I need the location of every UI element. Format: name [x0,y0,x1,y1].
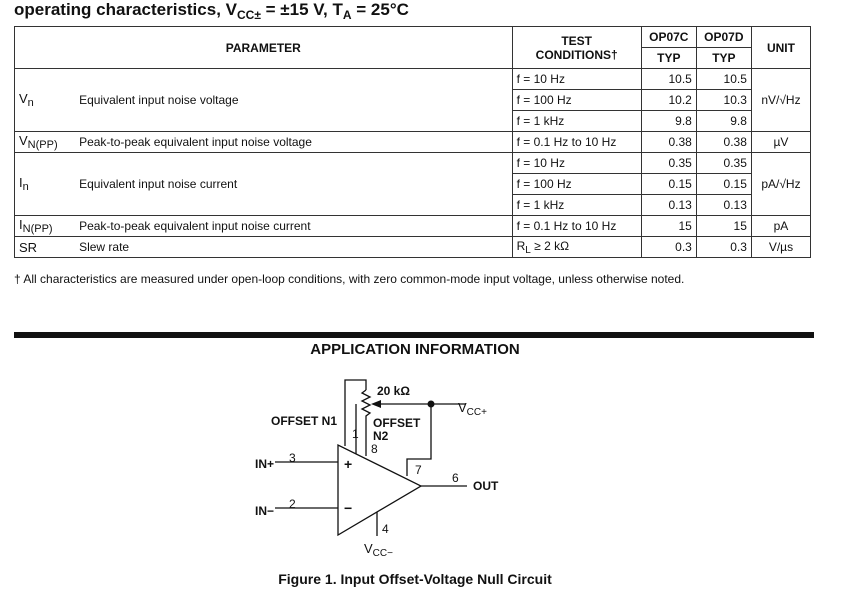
wiper-arrow [371,400,381,408]
op07d-value: 0.15 [696,174,751,195]
op07d-value: 0.13 [696,195,751,216]
op07c-value: 0.38 [641,132,696,153]
pin2-label: 2 [289,497,296,511]
typ-header-c: TYP [641,48,696,69]
table-row [15,237,811,258]
typ-header-d: TYP [696,48,751,69]
section-heading: operating characteristics, $V_{CC\pm} = \pm 15$ V, $T_A = 25^\circ C$ [14,0,409,22]
op07c-value: 0.13 [641,195,696,216]
test-condition: f = 100 Hz [512,90,641,111]
op07c-value: 10.5 [641,69,696,90]
offset-n2-label-2: N2 [373,429,389,443]
op07d-value: 0.3 [696,237,751,258]
op07c-value: 15 [641,216,696,237]
param-description: Slew rate [75,237,512,258]
param-description: Equivalent input noise voltage [75,69,512,132]
vcc-plus-label: $V_{CC+}$ [458,400,487,418]
offset-n1-label: OFFSET N1 [271,414,338,428]
op07c-value: 0.35 [641,153,696,174]
parameter-header: PARAMETER [15,27,513,69]
test-conditions-header: TEST CONDITIONS† [512,27,641,69]
in-plus-label: IN+ [255,457,275,471]
figure-caption: Figure 1. Input Offset-Voltage Null Circuit [278,571,552,587]
op07c-value: 9.8 [641,111,696,132]
op07d-value: 15 [696,216,751,237]
table-row [15,216,811,237]
param-description: Peak-to-peak equivalent input noise voltage [75,132,512,153]
op07c-header: OP07C [641,27,696,48]
offset-n2-label: OFFSET [373,416,421,430]
test-condition: $R_L \ge 2$ kΩ [512,237,641,258]
unit-value: pA/√Hz [751,153,810,216]
param-symbol: $I_{N(PP)}$ [15,216,76,237]
pin3-label: 3 [289,451,296,465]
offset-null-circuit [240,370,540,570]
header-row [15,27,811,48]
unit-value: pA [751,216,810,237]
section-title: APPLICATION INFORMATION [310,341,520,358]
table-row [15,153,811,174]
unit-value: µV [751,132,810,153]
param-symbol: $V_{N(PP)}$ [15,132,76,153]
pin6-label: 6 [452,471,459,485]
test-condition: f = 0.1 Hz to 10 Hz [512,216,641,237]
op07c-value: 0.3 [641,237,696,258]
operating-characteristics-table [14,26,811,258]
plus-sign: + [344,456,353,472]
pin7-label: 7 [415,463,422,477]
op07d-value: 0.35 [696,153,751,174]
test-condition: f = 10 Hz [512,153,641,174]
section-divider [14,332,814,338]
test-condition: f = 1 kHz [512,111,641,132]
param-symbol: SR [15,237,76,258]
param-description: Equivalent input noise current [75,153,512,216]
op07c-value: 10.2 [641,90,696,111]
pin4-label: 4 [382,522,389,536]
pin1-label: 1 [352,427,359,441]
test-condition: f = 100 Hz [512,174,641,195]
table-footnote: † All characteristics are measured under open-loop conditions, with zero common-mode input voltage, unless otherwise noted. [14,272,685,286]
unit-header: UNIT [751,27,810,69]
op07d-value: 0.38 [696,132,751,153]
test-condition: f = 1 kHz [512,195,641,216]
test-condition: f = 10 Hz [512,69,641,90]
resistor-label: 20 kΩ [377,384,410,398]
table-row [15,69,811,90]
param-description: Peak-to-peak equivalent input noise current [75,216,512,237]
op07d-value: 10.3 [696,90,751,111]
op07d-value: 10.5 [696,69,751,90]
unit-value: V/µs [751,237,810,258]
test-condition: f = 0.1 Hz to 10 Hz [512,132,641,153]
junction-dot [428,401,435,408]
param-symbol: $V_n$ [15,69,76,132]
op07d-header: OP07D [696,27,751,48]
in-minus-label: IN− [255,504,275,518]
param-symbol: $I_n$ [15,153,76,216]
vcc-minus-label: $V_{CC-}$ [364,541,393,559]
table-row [15,132,811,153]
minus-sign: − [344,500,353,516]
potentiometer [362,390,370,424]
pin8-label: 8 [371,442,378,456]
unit-value: nV/√Hz [751,69,810,132]
out-label: OUT [473,479,499,493]
op07c-value: 0.15 [641,174,696,195]
op07d-value: 9.8 [696,111,751,132]
